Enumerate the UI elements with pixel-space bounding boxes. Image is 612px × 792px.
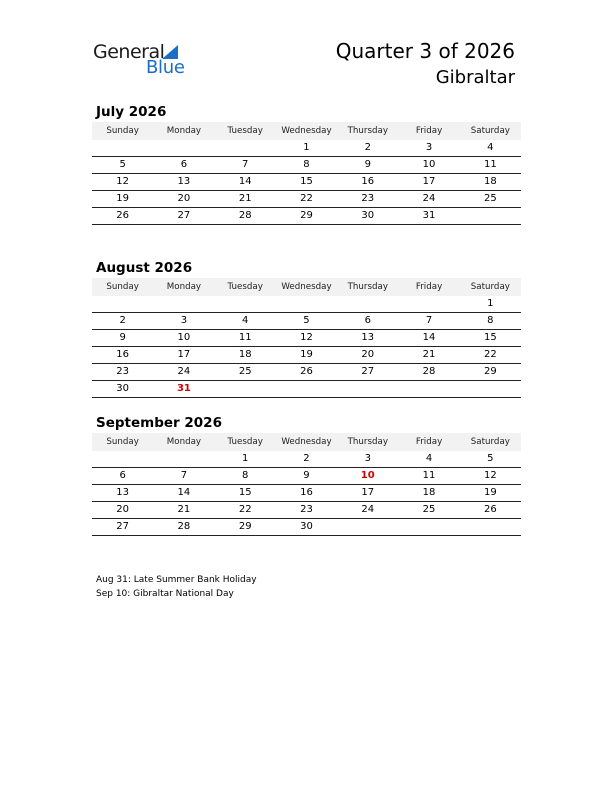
day-cell: 28 [398,364,459,381]
day-cell: 5 [460,451,521,468]
day-cell [398,381,459,398]
weekday-header: Friday [398,433,459,451]
holiday-note: Aug 31: Late Summer Bank Holiday [96,575,257,585]
day-cell: 11 [460,157,521,174]
day-cell: 23 [276,502,337,519]
week-row [92,364,521,381]
month-calendar [92,102,521,225]
day-cell [276,381,337,398]
day-cell [153,140,214,157]
day-cell [337,296,398,313]
day-cell: 18 [460,174,521,191]
day-cell: 30 [276,519,337,536]
day-cell: 7 [153,468,214,485]
weekday-header: Tuesday [215,433,276,451]
day-cell: 30 [92,381,153,398]
calendar-grid [92,433,521,536]
weekday-header: Saturday [460,433,521,451]
day-cell: 20 [337,347,398,364]
day-cell: 29 [215,519,276,536]
weekday-header: Wednesday [276,278,337,296]
day-cell: 24 [153,364,214,381]
weekday-header: Friday [398,278,459,296]
week-row [92,451,521,468]
day-cell: 14 [215,174,276,191]
day-cell: 2 [337,140,398,157]
day-cell: 25 [215,364,276,381]
day-cell: 25 [398,502,459,519]
day-cell: 11 [215,330,276,347]
week-row [92,468,521,485]
weekday-header: Sunday [92,278,153,296]
day-cell: 19 [92,191,153,208]
day-cell [276,296,337,313]
day-cell: 20 [153,191,214,208]
day-cell [92,296,153,313]
day-cell: 1 [276,140,337,157]
day-cell: 7 [398,313,459,330]
day-cell: 14 [153,485,214,502]
weekday-header-row [92,122,521,140]
day-cell: 12 [92,174,153,191]
day-cell: 2 [276,451,337,468]
day-cell: 6 [153,157,214,174]
week-row [92,502,521,519]
day-cell: 15 [215,485,276,502]
weekday-header: Monday [153,122,214,140]
day-cell: 4 [398,451,459,468]
day-cell [398,296,459,313]
weekday-header: Thursday [337,122,398,140]
day-cell: 31 [153,381,214,398]
day-cell [215,140,276,157]
day-cell: 29 [276,208,337,225]
day-cell: 12 [276,330,337,347]
holiday-notes [96,573,257,601]
day-cell: 15 [276,174,337,191]
day-cell: 24 [398,191,459,208]
weekday-header-row [92,278,521,296]
day-cell: 3 [398,140,459,157]
logo-blue-text: Blue [146,57,185,78]
day-cell: 9 [276,468,337,485]
day-cell: 23 [337,191,398,208]
day-cell: 16 [276,485,337,502]
day-cell: 10 [398,157,459,174]
day-cell: 1 [460,296,521,313]
day-cell: 16 [337,174,398,191]
week-row [92,208,521,225]
day-cell: 3 [337,451,398,468]
week-row [92,191,521,208]
day-cell [153,296,214,313]
day-cell: 12 [460,468,521,485]
day-cell: 13 [153,174,214,191]
day-cell: 30 [337,208,398,225]
day-cell: 19 [460,485,521,502]
weekday-header: Wednesday [276,433,337,451]
day-cell: 10 [153,330,214,347]
day-cell: 27 [92,519,153,536]
day-cell: 1 [215,451,276,468]
day-cell: 24 [337,502,398,519]
day-cell: 6 [92,468,153,485]
day-cell: 10 [337,468,398,485]
weekday-header: Sunday [92,433,153,451]
day-cell: 6 [337,313,398,330]
day-cell: 28 [215,208,276,225]
day-cell: 8 [276,157,337,174]
day-cell: 13 [92,485,153,502]
day-cell: 21 [153,502,214,519]
page-subtitle: Gibraltar [435,67,515,88]
weekday-header: Monday [153,278,214,296]
day-cell: 17 [153,347,214,364]
day-cell [153,451,214,468]
day-cell: 14 [398,330,459,347]
day-cell [92,451,153,468]
day-cell: 17 [337,485,398,502]
week-row [92,330,521,347]
month-calendar [92,258,521,398]
day-cell: 5 [276,313,337,330]
calendar-grid [92,278,521,398]
day-cell: 3 [153,313,214,330]
holiday-note: Sep 10: Gibraltar National Day [96,589,234,599]
weekday-header: Monday [153,433,214,451]
day-cell: 13 [337,330,398,347]
day-cell: 29 [460,364,521,381]
day-cell: 4 [460,140,521,157]
day-cell: 8 [215,468,276,485]
day-cell [460,381,521,398]
day-cell: 26 [460,502,521,519]
week-row [92,485,521,502]
week-row [92,519,521,536]
day-cell: 26 [276,364,337,381]
day-cell: 22 [460,347,521,364]
page-title: Quarter 3 of 2026 [335,39,515,63]
calendar-grid [92,122,521,225]
day-cell: 9 [337,157,398,174]
weekday-header: Thursday [337,278,398,296]
day-cell [460,208,521,225]
day-cell: 22 [215,502,276,519]
day-cell: 25 [460,191,521,208]
day-cell: 27 [337,364,398,381]
weekday-header: Tuesday [215,122,276,140]
day-cell [215,381,276,398]
weekday-header: Saturday [460,122,521,140]
day-cell: 18 [215,347,276,364]
weekday-header: Sunday [92,122,153,140]
day-cell [215,296,276,313]
logo-general-text: General [93,41,165,63]
weekday-header: Thursday [337,433,398,451]
week-row [92,347,521,364]
day-cell [398,519,459,536]
week-row [92,174,521,191]
day-cell: 16 [92,347,153,364]
day-cell: 23 [92,364,153,381]
day-cell: 20 [92,502,153,519]
day-cell: 18 [398,485,459,502]
day-cell: 8 [460,313,521,330]
generalblue-logo [93,40,193,80]
weekday-header: Wednesday [276,122,337,140]
week-row [92,296,521,313]
day-cell: 21 [398,347,459,364]
day-cell: 28 [153,519,214,536]
week-row [92,157,521,174]
day-cell [337,381,398,398]
day-cell: 2 [92,313,153,330]
day-cell [92,140,153,157]
month-title: August 2026 [96,260,193,276]
day-cell [337,519,398,536]
day-cell [460,519,521,536]
weekday-header: Friday [398,122,459,140]
day-cell: 31 [398,208,459,225]
month-calendar [92,413,521,536]
day-cell: 11 [398,468,459,485]
day-cell: 5 [92,157,153,174]
week-row [92,381,521,398]
weekday-header: Saturday [460,278,521,296]
day-cell: 17 [398,174,459,191]
day-cell: 19 [276,347,337,364]
week-row [92,313,521,330]
week-row [92,140,521,157]
day-cell: 7 [215,157,276,174]
day-cell: 15 [460,330,521,347]
month-title: September 2026 [96,415,222,431]
day-cell: 9 [92,330,153,347]
weekday-header-row [92,433,521,451]
day-cell: 4 [215,313,276,330]
day-cell: 22 [276,191,337,208]
day-cell: 26 [92,208,153,225]
month-title: July 2026 [96,104,167,120]
weekday-header: Tuesday [215,278,276,296]
day-cell: 27 [153,208,214,225]
day-cell: 21 [215,191,276,208]
